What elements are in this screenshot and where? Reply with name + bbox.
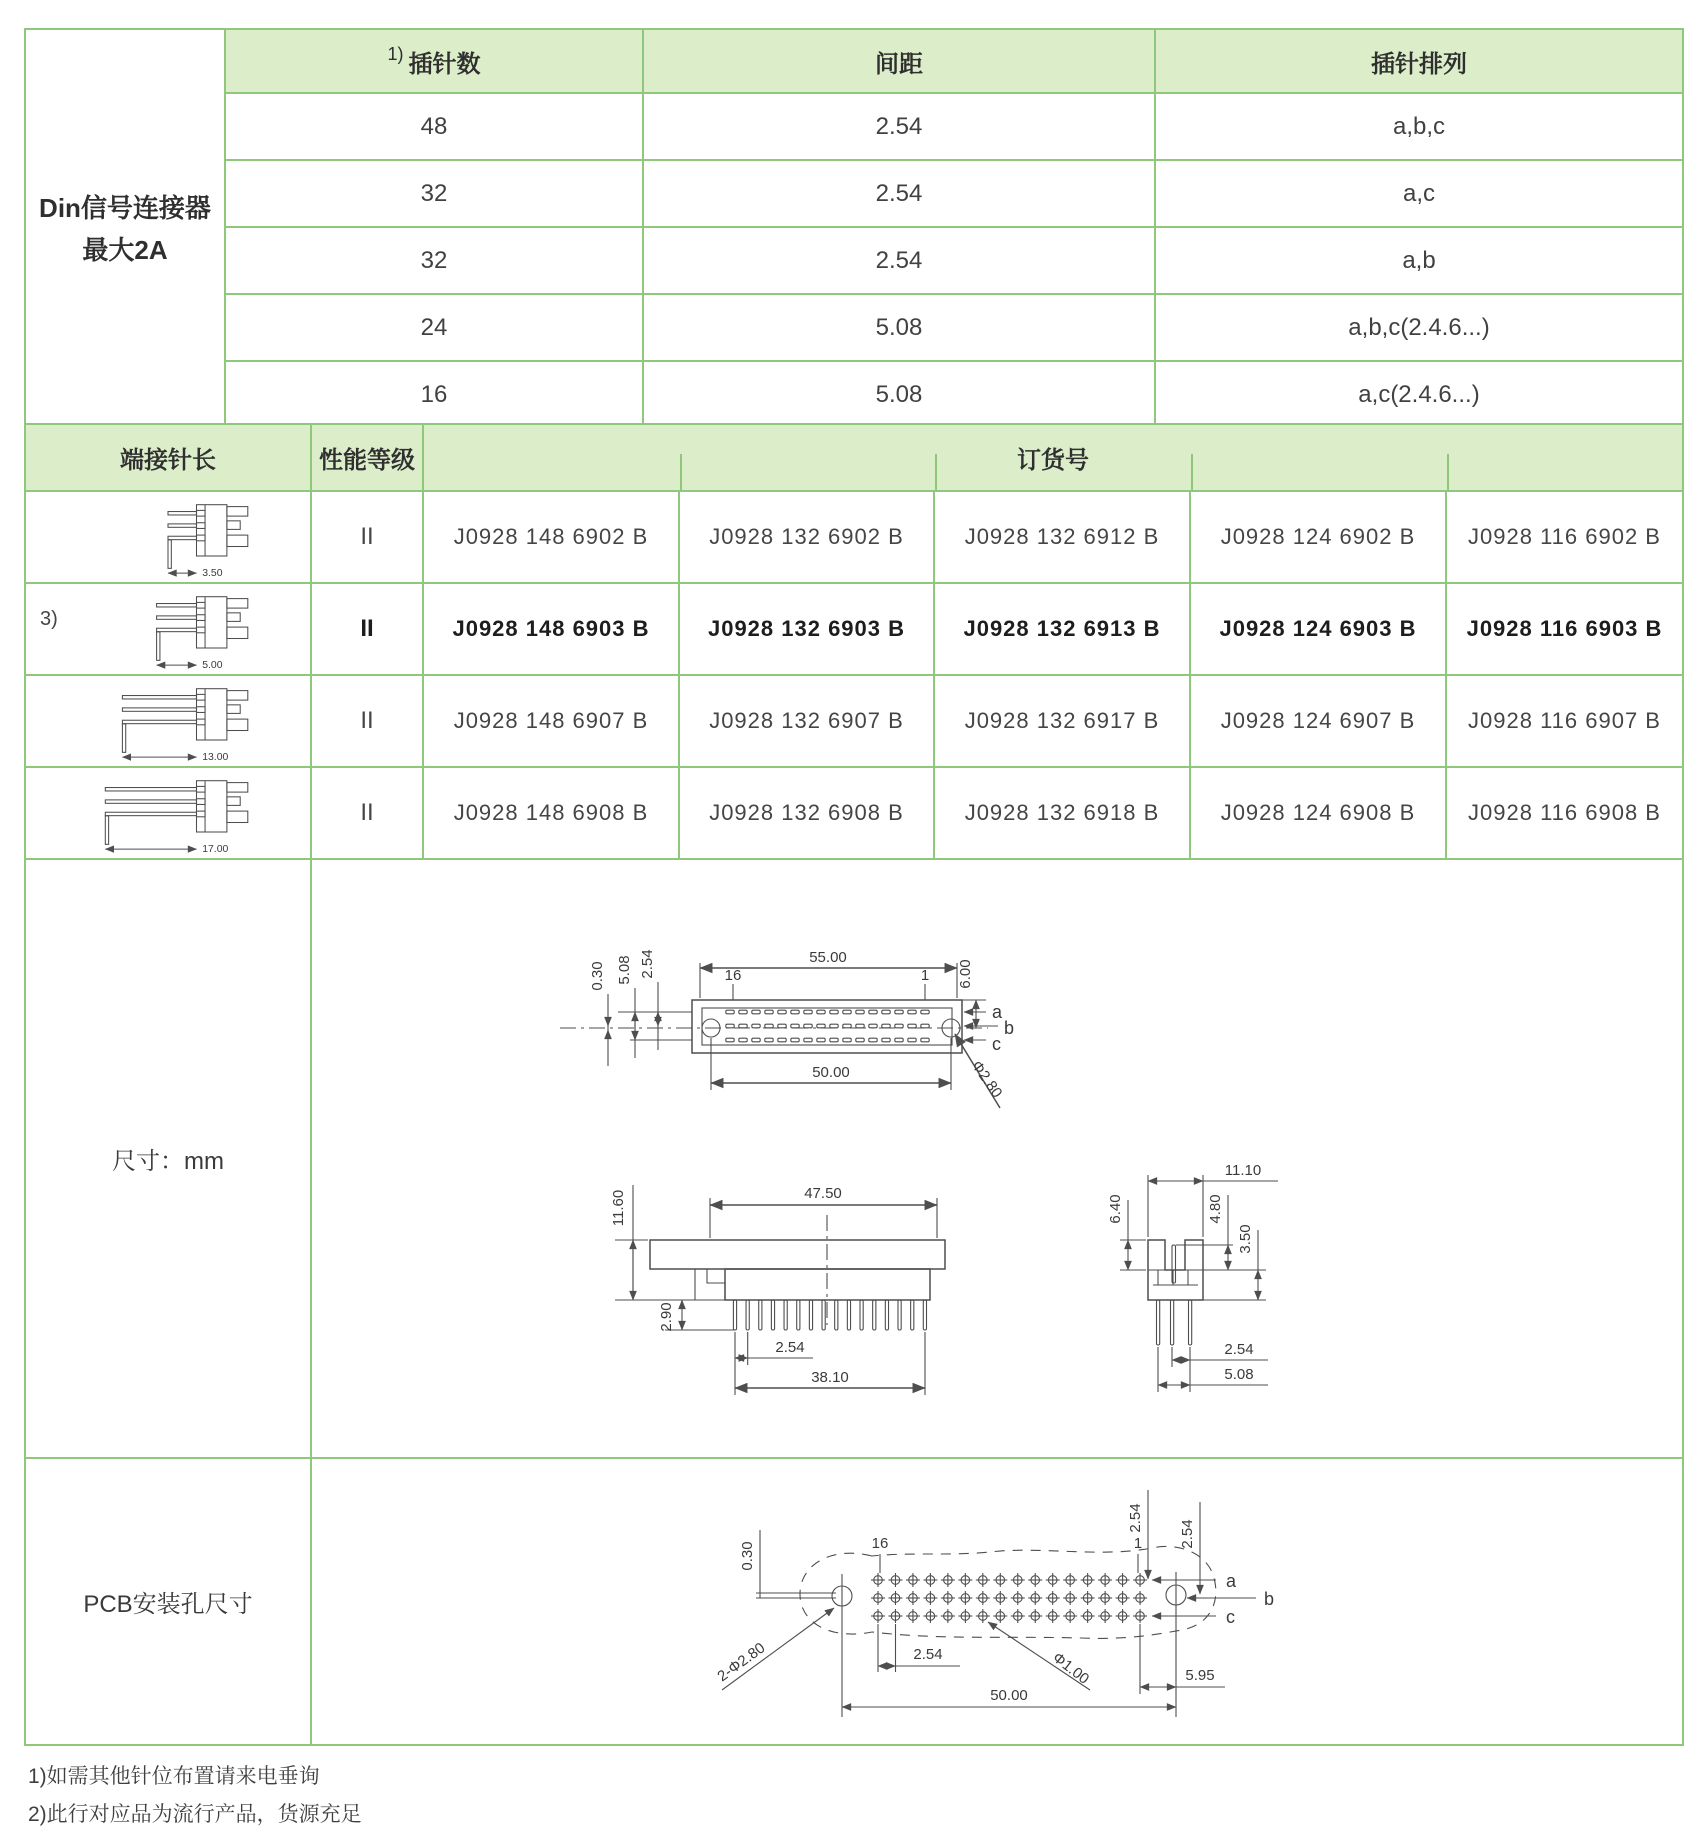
- pin-length-value: 3.50: [202, 567, 223, 579]
- header-divider: [1191, 454, 1193, 490]
- pcb-drawing-area: [310, 1457, 1682, 1744]
- order-number-cell: J0928 132 6902 B: [678, 490, 933, 582]
- grade-cell: II: [310, 674, 422, 766]
- pin-length-value: 5.00: [202, 659, 223, 671]
- order-number-cell: J0928 132 6917 B: [933, 674, 1189, 766]
- pitch-value: 2.54: [642, 226, 1154, 293]
- product-label-line2: 最大2A: [82, 234, 168, 265]
- pin-length-cell: [26, 582, 310, 674]
- row-a-label: a: [992, 1002, 1003, 1022]
- order-number-cell: J0928 132 6907 B: [678, 674, 933, 766]
- order-number-cell: J0928 124 6907 B: [1189, 674, 1445, 766]
- pin-length-icon-5-00: [73, 587, 263, 671]
- pin-1-label: 1: [920, 967, 930, 984]
- col-header-order-no: [422, 425, 1682, 490]
- order-number-cell: J0928 116 6907 B: [1445, 674, 1682, 766]
- order-number-cell: J0928 116 6903 B: [1445, 582, 1682, 674]
- pin-length-cell: [26, 490, 310, 582]
- dim-5-08: 5.08: [1224, 1366, 1254, 1383]
- dim-3-50: 3.50: [1237, 1224, 1254, 1254]
- pin-length-value: 17.00: [202, 843, 229, 855]
- order-number-cell: J0928 132 6903 B: [678, 582, 933, 674]
- end-view-drawing: [948, 1145, 1278, 1445]
- side-view-drawing: [545, 1160, 975, 1450]
- col-header-arrangement: 插针排列: [1154, 30, 1682, 92]
- dim-47-50: 47.50: [804, 1185, 842, 1202]
- dim-v-2-54: 2.54: [1127, 1503, 1144, 1533]
- dim-11-10: 11.10: [1224, 1162, 1262, 1179]
- dim-2-54: 2.54: [775, 1339, 805, 1356]
- grade-cell: II: [310, 582, 422, 674]
- pitch-value: 2.54: [642, 92, 1154, 159]
- pin-count-value: 48: [224, 92, 642, 159]
- dim-50-00: 50.00: [990, 1687, 1028, 1704]
- arrangement-value: a,b: [1154, 226, 1682, 293]
- dim-6-00: 6.00: [957, 959, 974, 989]
- order-number-cell: J0928 116 6908 B: [1445, 766, 1682, 858]
- dim-2-54: 2.54: [913, 1646, 943, 1663]
- pcb-label: PCB安装孔尺寸: [26, 1457, 310, 1744]
- dim-4-80: 4.80: [1207, 1194, 1224, 1224]
- pin-length-cell: [26, 674, 310, 766]
- col-header-pin-count-label: 插针数: [408, 50, 481, 78]
- header-divider: [680, 454, 682, 490]
- pitch-value: 2.54: [642, 159, 1154, 226]
- order-number-cell: J0928 148 6902 B: [422, 490, 678, 582]
- grade-cell: II: [310, 766, 422, 858]
- pin-length-value: 13.00: [202, 751, 229, 763]
- arrangement-value: a,c: [1154, 159, 1682, 226]
- order-number-cell: J0928 148 6907 B: [422, 674, 678, 766]
- row-a-label: a: [1226, 1571, 1237, 1591]
- row-c-label: c: [992, 1034, 1001, 1054]
- dim-11-60: 11.60: [610, 1189, 627, 1227]
- pin-count-value: 16: [224, 360, 642, 427]
- product-label: [26, 30, 224, 427]
- pitch-value: 5.08: [642, 360, 1154, 427]
- row-b-label: b: [1264, 1589, 1275, 1609]
- front-view-drawing: [530, 918, 1015, 1168]
- dim-5-95: 5.95: [1185, 1667, 1215, 1684]
- dim-v-2-54: 2.54: [1179, 1519, 1196, 1549]
- dim-5-08: 5.08: [616, 955, 633, 985]
- arrangement-value: a,b,c: [1154, 92, 1682, 159]
- pitch-value: 5.08: [642, 293, 1154, 360]
- dim-hole-2-80: Φ2.80: [967, 1057, 1006, 1102]
- col-header-grade: 性能等级: [310, 425, 422, 490]
- dim-6-40: 6.40: [1107, 1194, 1124, 1224]
- order-number-cell: J0928 148 6908 B: [422, 766, 678, 858]
- order-number-cell: J0928 132 6913 B: [933, 582, 1189, 674]
- footnote-ref-3: 3): [40, 608, 58, 630]
- arrangement-value: a,c(2.4.6...): [1154, 360, 1682, 427]
- pin-count-value: 24: [224, 293, 642, 360]
- dim-50-00: 50.00: [812, 1064, 850, 1081]
- order-number-cell: J0928 124 6903 B: [1189, 582, 1445, 674]
- footnotes: [28, 1760, 362, 1833]
- pin-length-icon-3-50: [73, 495, 263, 579]
- row-c-label: c: [1226, 1607, 1235, 1627]
- order-number-cell: J0928 132 6918 B: [933, 766, 1189, 858]
- grade-cell: II: [310, 490, 422, 582]
- dim-2-90: 2.90: [658, 1302, 675, 1332]
- order-number-cell: J0928 124 6902 B: [1189, 490, 1445, 582]
- footnote-ref-1: 1): [387, 43, 404, 64]
- pcb-layout-drawing: [660, 1482, 1280, 1722]
- dim-55-00: 55.00: [809, 949, 847, 966]
- order-number-cell: J0928 124 6908 B: [1189, 766, 1445, 858]
- pin-16-label: 16: [724, 967, 742, 984]
- pin-length-icon-17-00: [73, 771, 263, 855]
- header-divider: [1447, 454, 1449, 490]
- header-divider: [935, 454, 937, 490]
- dim-2-54: 2.54: [1224, 1341, 1254, 1358]
- pin-length-cell: [26, 766, 310, 858]
- dimensions-drawing-area: [310, 860, 1682, 1457]
- dimensions-label: 尺寸：mm: [26, 860, 310, 1457]
- pin-count-value: 32: [224, 226, 642, 293]
- row-b-label: b: [1004, 1018, 1015, 1038]
- pin-count-table: [24, 28, 1684, 429]
- product-label-line1: Din信号连接器: [39, 192, 211, 223]
- dim-mount-holes: 2-Φ2.80: [714, 1639, 769, 1686]
- dim-0-30: 0.30: [589, 961, 606, 991]
- dim-0-30: 0.30: [739, 1541, 756, 1571]
- pin-count-value: 32: [224, 159, 642, 226]
- footnote-2: 2)此行对应品为流行产品，货源充足: [28, 1803, 362, 1826]
- footnote-1: 1)如需其他针位布置请来电垂询: [28, 1765, 320, 1788]
- pin-16-label: 16: [871, 1535, 889, 1552]
- col-header-pin-length: 端接针长: [26, 425, 310, 490]
- pin-1-label: 1: [1133, 1535, 1143, 1552]
- order-number-table: [24, 423, 1684, 860]
- arrangement-value: a,b,c(2.4.6...): [1154, 293, 1682, 360]
- col-header-pin-count: [224, 30, 642, 92]
- col-header-pitch: 间距: [642, 30, 1154, 92]
- order-number-cell: J0928 132 6912 B: [933, 490, 1189, 582]
- order-number-cell: J0928 148 6903 B: [422, 582, 678, 674]
- order-number-cell: J0928 132 6908 B: [678, 766, 933, 858]
- drawing-sections: [24, 858, 1684, 1746]
- dim-38-10: 38.10: [811, 1369, 849, 1386]
- col-header-order-no-label: 订货号: [1017, 447, 1089, 474]
- pin-length-icon-13-00: [73, 679, 263, 763]
- dim-hole-1-00: Φ1.00: [1049, 1649, 1093, 1688]
- dim-2-54: 2.54: [639, 949, 656, 979]
- order-number-cell: J0928 116 6902 B: [1445, 490, 1682, 582]
